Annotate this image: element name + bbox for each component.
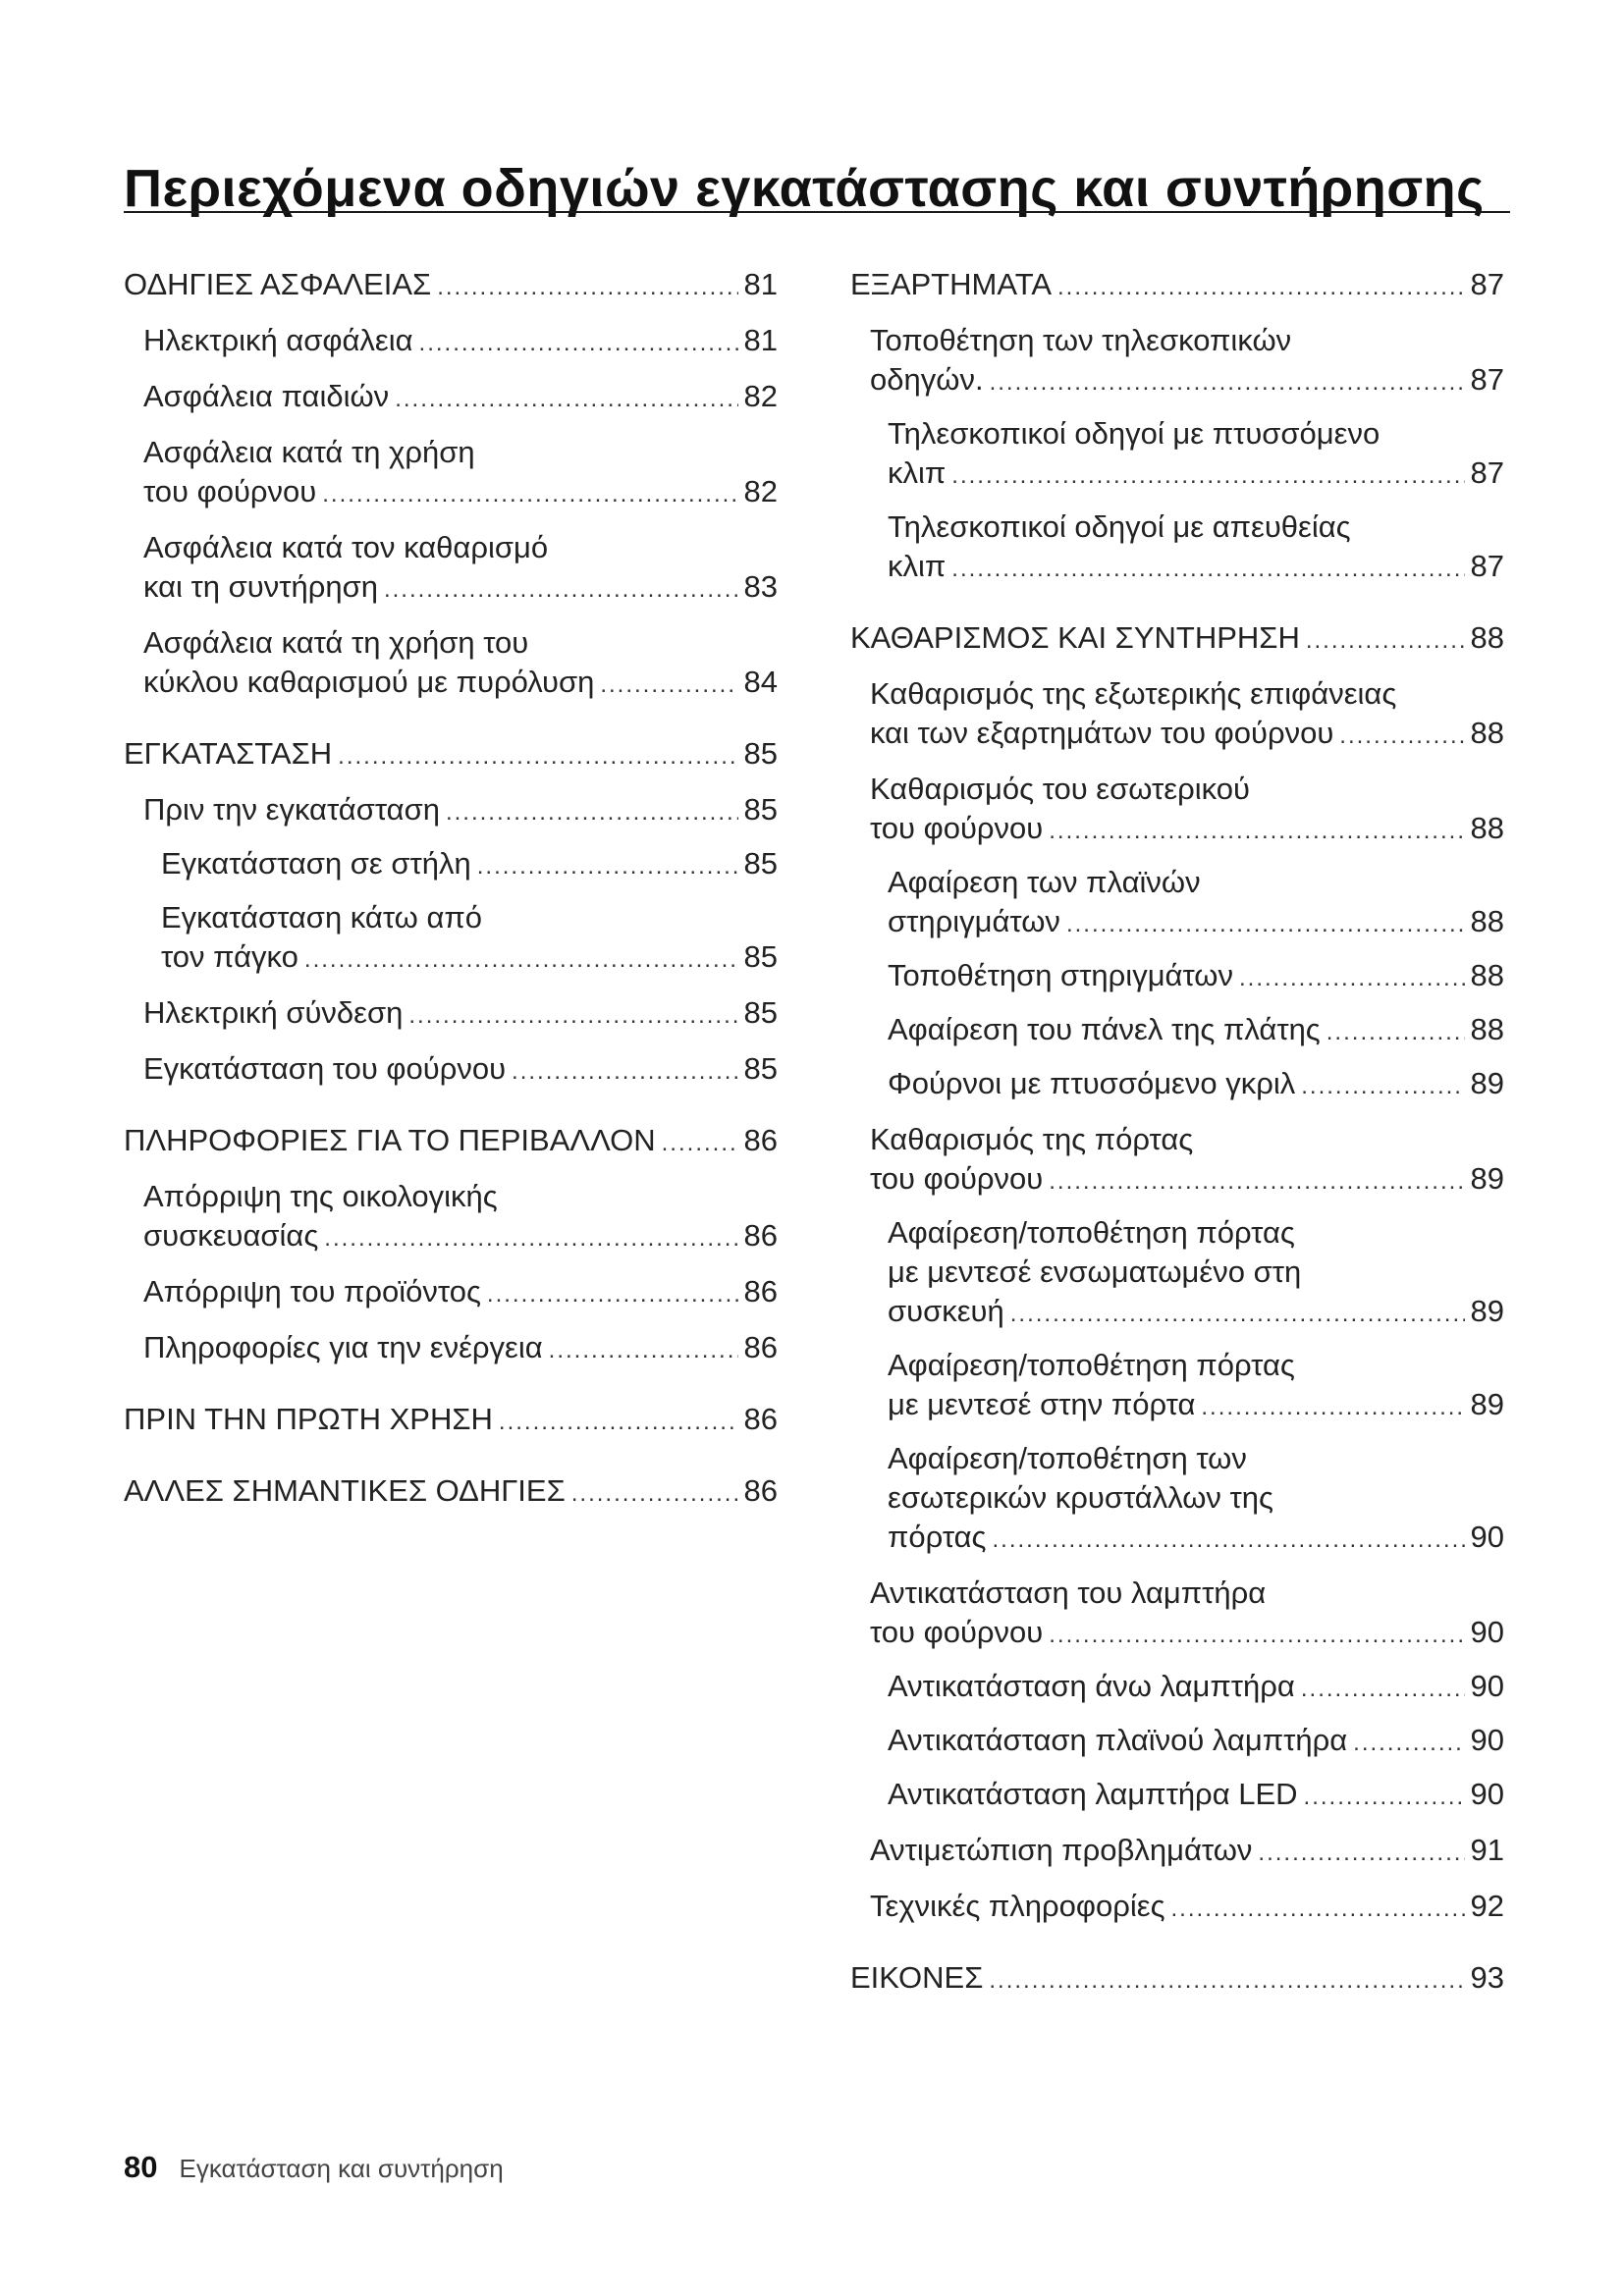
toc-entry-text: με μεντεσέ στην πόρτα: [888, 1387, 1196, 1421]
toc-entry[interactable]: [850, 507, 1504, 589]
toc-page-number: 86: [743, 1402, 778, 1436]
toc-entry-text: ΚΑΘΑΡΙΣΜΟΣ ΚΑΙ ΣΥΝΤΗΡΗΣΗ: [850, 620, 1300, 655]
toc-entry-text: ΠΛΗΡΟΦΟΡΙΕΣ ΓΙΑ ΤΟ ΠΕΡΙΒΑΛΛΟΝ: [124, 1123, 656, 1157]
dot-leader: [324, 1219, 737, 1258]
dot-leader: [419, 324, 738, 363]
toc-entry[interactable]: [124, 623, 778, 705]
toc-entry-text: συσκευή: [888, 1294, 1004, 1328]
toc-entry-text: Καθαρισμός της εξωτερικής επιφάνειας: [870, 676, 1397, 711]
toc-entry[interactable]: [850, 770, 1504, 851]
toc-page-number: 90: [1470, 1669, 1504, 1703]
toc-entry[interactable]: [850, 265, 1504, 307]
toc-entry-text: Φούρνοι με πτυσσόμενο γκριλ: [888, 1066, 1296, 1100]
toc-entry-text: Τοποθέτηση στηριγμάτων: [888, 958, 1233, 992]
toc-page-number: 90: [1470, 1723, 1504, 1757]
toc-entry-text: κλιπ: [888, 549, 947, 583]
toc-entry-text: Ασφάλεια κατά τη χρήση του: [143, 625, 529, 660]
dot-leader: [993, 1521, 1465, 1560]
toc-entry[interactable]: [124, 1471, 778, 1514]
dot-leader: [1049, 812, 1464, 851]
toc-page-number: 82: [743, 474, 778, 508]
toc-page-number: 88: [1470, 620, 1504, 655]
toc-entry-text: Αφαίρεση/τοποθέτηση πόρτας: [888, 1215, 1295, 1250]
toc-page-number: 89: [1470, 1387, 1504, 1421]
toc-entry-text: πόρτας: [888, 1520, 987, 1554]
dot-leader: [1301, 1067, 1464, 1106]
toc-page-number: 88: [1470, 716, 1504, 750]
dot-leader: [408, 996, 737, 1036]
footer-section-label: Εγκατάσταση και συντήρηση: [179, 2154, 504, 2183]
toc-entry[interactable]: [124, 1121, 778, 1163]
toc-entry-text: Αντικατάσταση άνω λαμπτήρα: [888, 1669, 1295, 1703]
toc-entry[interactable]: [124, 1400, 778, 1442]
toc-page-number: 83: [743, 569, 778, 604]
toc-entry-text: Αντιμετώπιση προβλημάτων: [870, 1833, 1253, 1867]
toc-page-number: 85: [743, 939, 778, 974]
toc-entry-text: Καθαρισμός της πόρτας: [870, 1122, 1194, 1156]
toc-page-number: 85: [743, 995, 778, 1030]
toc-entry[interactable]: [124, 734, 778, 776]
toc-entry-text: Ηλεκτρική σύνδεση: [143, 995, 404, 1030]
toc-page-number: 89: [1470, 1066, 1504, 1100]
toc-entry-text: Ηλεκτρική ασφάλεια: [143, 323, 413, 357]
toc-entry-text: στηριγμάτων: [888, 904, 1060, 938]
toc-entry[interactable]: [850, 1064, 1504, 1106]
toc-page-number: 81: [743, 323, 778, 357]
toc-page-number: 87: [1470, 549, 1504, 583]
toc-page-number: 89: [1470, 1294, 1504, 1328]
toc-entry[interactable]: [850, 321, 1504, 402]
dot-leader: [487, 1275, 738, 1314]
toc-entry-text: Απόρριψη της οικολογικής: [143, 1179, 498, 1213]
toc-entry[interactable]: [850, 1574, 1504, 1655]
toc-entry-text: Αντικατάσταση πλαϊνού λαμπτήρα: [888, 1723, 1348, 1757]
toc-entry-text: Ασφάλεια παιδιών: [143, 379, 390, 413]
dot-leader: [1301, 1670, 1465, 1709]
toc-entry[interactable]: [124, 1049, 778, 1092]
toc-entry-text: Αφαίρεση/τοποθέτηση πόρτας: [888, 1348, 1295, 1382]
toc-entry[interactable]: [124, 1328, 778, 1370]
toc-page-number: 86: [743, 1123, 778, 1157]
toc-page-number: 86: [743, 1330, 778, 1364]
toc-entry[interactable]: [850, 956, 1504, 998]
toc-entry-text: με μεντεσέ ενσωματωμένο στη: [888, 1255, 1302, 1289]
dot-leader: [1239, 959, 1465, 998]
toc-entry[interactable]: [850, 1958, 1504, 2001]
dot-leader: [1304, 1778, 1465, 1817]
toc-entry[interactable]: [850, 1887, 1504, 1929]
dot-leader: [395, 380, 737, 419]
toc-entry-text: Ασφάλεια κατά τον καθαρισμό: [143, 530, 549, 564]
toc-entry-text: Τεχνικές πληροφορίες: [870, 1889, 1165, 1923]
toc-page-number: 85: [743, 1051, 778, 1086]
dot-leader: [477, 847, 738, 886]
toc-entry[interactable]: [124, 898, 778, 980]
dot-leader: [446, 793, 738, 832]
toc-entry-text: ΕΞΑΡΤΗΜΑΤΑ: [850, 267, 1053, 301]
toc-page-number: 88: [1470, 1012, 1504, 1046]
dot-leader: [1306, 621, 1465, 661]
toc-entry[interactable]: [850, 1775, 1504, 1817]
toc-entry-text: Εγκατάσταση του φούρνου: [143, 1051, 507, 1086]
toc-entry-text: Τηλεσκοπικοί οδηγοί με πτυσσόμενο: [888, 416, 1380, 451]
dot-leader: [499, 1403, 738, 1442]
toc-entry-text: οδηγών.: [870, 362, 984, 397]
page-title: Περιεχόμενα οδηγιών εγκατάστασης και συντήρησης: [124, 159, 1485, 218]
dot-leader: [600, 666, 737, 705]
toc-entry-text: του φούρνου: [143, 474, 317, 508]
toc-entry[interactable]: [850, 1721, 1504, 1763]
toc-page-number: 87: [1470, 267, 1504, 301]
toc-page-number: 90: [1470, 1777, 1504, 1811]
dot-leader: [304, 940, 738, 980]
toc-page-number: 90: [1470, 1520, 1504, 1554]
toc-entry-text: και τη συντήρηση: [143, 569, 378, 604]
toc-page-number: 87: [1470, 362, 1504, 397]
toc-entry[interactable]: [124, 265, 778, 307]
toc-page-number: 92: [1470, 1889, 1504, 1923]
toc-entry[interactable]: [850, 414, 1504, 496]
toc-entry[interactable]: [850, 1667, 1504, 1709]
toc-entry[interactable]: [124, 321, 778, 363]
toc-entry[interactable]: [850, 1010, 1504, 1052]
toc-entry-text: Αντικατάσταση λαμπτήρα LED: [888, 1777, 1298, 1811]
toc-page-number: 88: [1470, 958, 1504, 992]
toc-entry-text: και των εξαρτημάτων του φούρνου: [870, 716, 1334, 750]
toc-entry-text: Ασφάλεια κατά τη χρήση: [143, 435, 475, 469]
dot-leader: [989, 1961, 1464, 2001]
toc-entry-text: ΟΔΗΓΙΕΣ ΑΣΦΑΛΕΙΑΣ: [124, 267, 432, 301]
dot-leader: [1353, 1724, 1464, 1763]
toc-entry[interactable]: [850, 1346, 1504, 1427]
toc-entry[interactable]: [124, 377, 778, 419]
toc-entry-text: Αφαίρεση/τοποθέτηση των: [888, 1441, 1247, 1475]
toc-page-number: 86: [743, 1218, 778, 1253]
toc-entry-text: Πριν την εγκατάσταση: [143, 792, 440, 827]
toc-entry-text: Τοποθέτηση των τηλεσκοπικών: [870, 323, 1292, 357]
toc-entry-text: του φούρνου: [870, 1161, 1044, 1196]
dot-leader: [1010, 1295, 1465, 1334]
dot-leader: [662, 1124, 738, 1163]
toc-entry-text: κύκλου καθαρισμού με πυρόλυση: [143, 665, 595, 699]
toc-entry[interactable]: [850, 1831, 1504, 1873]
toc-page-number: 85: [743, 846, 778, 881]
toc-entry[interactable]: [124, 790, 778, 832]
toc-page-number: 90: [1470, 1615, 1504, 1649]
toc-entry-text: ΑΛΛΕΣ ΣΗΜΑΝΤΙΚΕΣ ΟΔΗΓΙΕΣ: [124, 1473, 566, 1508]
toc-entry-text: ΠΡΙΝ ΤΗΝ ΠΡΩΤΗ ΧΡΗΣΗ: [124, 1402, 493, 1436]
toc-page-number: 82: [743, 379, 778, 413]
toc-entry-text: του φούρνου: [870, 811, 1044, 845]
toc-entry[interactable]: [124, 1177, 778, 1258]
dot-leader: [512, 1052, 737, 1092]
dot-leader: [1049, 1616, 1464, 1655]
dot-leader: [1339, 717, 1464, 756]
toc-page-number: 81: [743, 267, 778, 301]
toc-entry-text: κλιπ: [888, 455, 947, 490]
toc-page-number: 85: [743, 792, 778, 827]
toc-entry[interactable]: [124, 1272, 778, 1314]
dot-leader: [1049, 1162, 1464, 1201]
dot-leader: [1057, 268, 1465, 307]
toc-page-number: 88: [1470, 904, 1504, 938]
title-rule: [124, 211, 1510, 213]
toc-entry[interactable]: [850, 618, 1504, 661]
toc-entry-text: ΕΙΚΟΝΕΣ: [850, 1960, 984, 1995]
toc-entry-text: του φούρνου: [870, 1615, 1044, 1649]
toc-entry-text: Αντικατάσταση του λαμπτήρα: [870, 1575, 1267, 1610]
toc-column-left: [124, 265, 778, 1514]
toc-entry[interactable]: [850, 674, 1504, 756]
dot-leader: [437, 268, 737, 307]
toc-entry[interactable]: [850, 1213, 1504, 1334]
toc-entry[interactable]: [850, 1439, 1504, 1560]
toc-entry-text: Εγκατάσταση σε στήλη: [161, 846, 471, 881]
toc-entry[interactable]: [124, 844, 778, 886]
toc-entry-text: τον πάγκο: [161, 939, 298, 974]
toc-page-number: 91: [1470, 1833, 1504, 1867]
toc-entry-text: Καθαρισμός του εσωτερικού: [870, 772, 1250, 806]
dot-leader: [1066, 905, 1465, 944]
dot-leader: [990, 363, 1465, 402]
toc-entry[interactable]: [850, 863, 1504, 944]
dot-leader: [549, 1331, 738, 1370]
toc-entry-text: Απόρριψη του προϊόντος: [143, 1274, 481, 1308]
dot-leader: [338, 737, 737, 776]
dot-leader: [951, 550, 1464, 589]
toc-page-number: 84: [743, 665, 778, 699]
toc-page-number: 86: [743, 1274, 778, 1308]
toc-entry-text: ΕΓΚΑΤΑΣΤΑΣΗ: [124, 736, 333, 771]
toc-page-number: 85: [743, 736, 778, 771]
toc-entry-text: Αφαίρεση των πλαϊνών: [888, 865, 1201, 899]
toc-column-right: [850, 265, 1504, 2001]
toc-entry[interactable]: [124, 433, 778, 514]
toc-entry[interactable]: [124, 528, 778, 610]
toc-entry-text: Πληροφορίες για την ενέργεια: [143, 1330, 543, 1364]
toc-entry-text: Αφαίρεση του πάνελ της πλάτης: [888, 1012, 1321, 1046]
toc-entry-text: συσκευασίας: [143, 1218, 319, 1253]
dot-leader: [384, 570, 738, 610]
page-footer: [124, 2150, 504, 2189]
dot-leader: [1201, 1388, 1464, 1427]
dot-leader: [1326, 1013, 1465, 1052]
dot-leader: [1258, 1834, 1464, 1873]
page-number: 80: [124, 2150, 158, 2184]
toc-entry[interactable]: [124, 993, 778, 1036]
dot-leader: [571, 1474, 738, 1514]
dot-leader: [322, 475, 737, 514]
toc-entry-text: εσωτερικών κρυστάλλων της: [888, 1480, 1273, 1515]
dot-leader: [951, 456, 1464, 496]
dot-leader: [1171, 1890, 1465, 1929]
toc-page-number: 87: [1470, 455, 1504, 490]
toc-entry-text: Εγκατάσταση κάτω από: [161, 900, 483, 934]
toc-page-number: 86: [743, 1473, 778, 1508]
toc-entry[interactable]: [850, 1120, 1504, 1201]
toc-page-number: 93: [1470, 1960, 1504, 1995]
toc-entry-text: Τηλεσκοπικοί οδηγοί με απευθείας: [888, 509, 1351, 544]
toc-page-number: 88: [1470, 811, 1504, 845]
toc-page-number: 89: [1470, 1161, 1504, 1196]
